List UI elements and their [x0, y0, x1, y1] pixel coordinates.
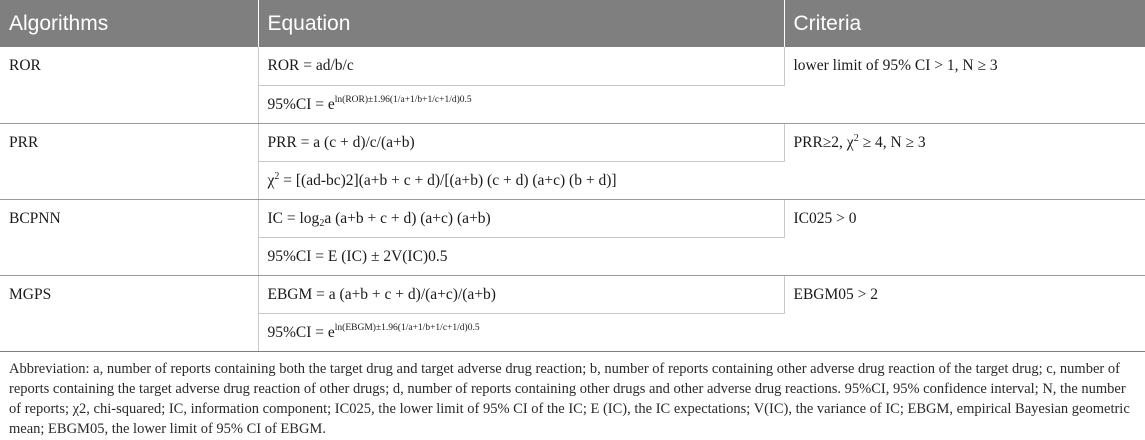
algorithm-name-mgps: MGPS	[0, 275, 258, 351]
criteria-bcpnn: IC025 > 0	[784, 199, 1145, 275]
table-row-mgps	[0, 275, 1145, 313]
criteria-mgps: EBGM05 > 2	[784, 275, 1145, 351]
algorithm-name-bcpnn: BCPNN	[0, 199, 258, 275]
header-row	[0, 0, 1145, 47]
criteria-prr	[784, 123, 1145, 199]
table-row-prr	[0, 123, 1145, 161]
criteria-ror: lower limit of 95% CI > 1, N ≥ 3	[784, 47, 1145, 123]
header-criteria: Criteria	[784, 0, 1145, 47]
equation-bcpnn-pre: IC = log	[267, 209, 320, 227]
equation-ror-ci-exponent: ln(ROR)±1.96(1/a+1/b+1/c+1/d)0.5	[334, 94, 472, 105]
equation-bcpnn-sub: 2	[319, 217, 325, 229]
table-row-ror	[0, 47, 1145, 85]
criteria-prr-sup: 2	[853, 132, 859, 144]
equation-mgps-ci-base: 95%CI = e	[267, 323, 335, 341]
table-footnote: Abbreviation: a, number of reports containing both the target drug and target adverse drug reaction; b, number of reports containing other adverse drug reaction of the target drug; c, number of reports containing the target adverse drug reaction of other drugs; d, number of reports containing other drugs and other adverse drug reactions. 95%CI, 95% confidence interval; N, the number of reports; χ2, chi-squared; IC, information component; IC025, the lower limit of 95% CI of the IC; E (IC), the IC expectations; V(IC), the variance of IC; EBGM, empirical Bayesian geometric mean; EBGM05, the lower limit of 95% CI of EBGM.	[9, 361, 1130, 437]
equation-prr-chi-pre: χ	[267, 171, 275, 189]
algorithm-name-prr: PRR	[0, 123, 258, 199]
equation-mgps-main: EBGM = a (a+b + c + d)/(a+c)/(a+b)	[258, 275, 784, 313]
equation-prr-chi-post: = [(ad-bc)2](a+b + c + d)/[(a+b) (c + d) (a+c) (b + d)]	[279, 171, 617, 189]
equation-prr-chi-sup: 2	[274, 170, 280, 182]
equation-mgps-ci-exponent: ln(EBGM)±1.96(1/a+1/b+1/c+1/d)0.5	[334, 322, 480, 333]
equation-bcpnn-main	[258, 199, 784, 237]
table-row-bcpnn	[0, 199, 1145, 237]
equation-bcpnn-post: a (a+b + c + d) (a+c) (a+b)	[324, 209, 491, 227]
algorithm-name-ror: ROR	[0, 47, 258, 123]
equation-prr-chi	[258, 161, 784, 199]
header-equation: Equation	[258, 0, 784, 47]
equation-ror-main: ROR = ad/b/c	[258, 47, 784, 85]
equation-prr-main: PRR = a (c + d)/c/(a+b)	[258, 123, 784, 161]
header-algorithms: Algorithms	[0, 0, 258, 47]
equation-bcpnn-ci: 95%CI = E (IC) ± 2V(IC)0.5	[258, 237, 784, 275]
equation-ror-ci	[258, 85, 784, 123]
equation-ror-ci-base: 95%CI = e	[267, 95, 335, 113]
equation-mgps-ci	[258, 313, 784, 351]
criteria-prr-post: ≥ 4, N ≥ 3	[858, 133, 926, 151]
criteria-prr-pre: PRR≥2, χ	[793, 133, 854, 151]
